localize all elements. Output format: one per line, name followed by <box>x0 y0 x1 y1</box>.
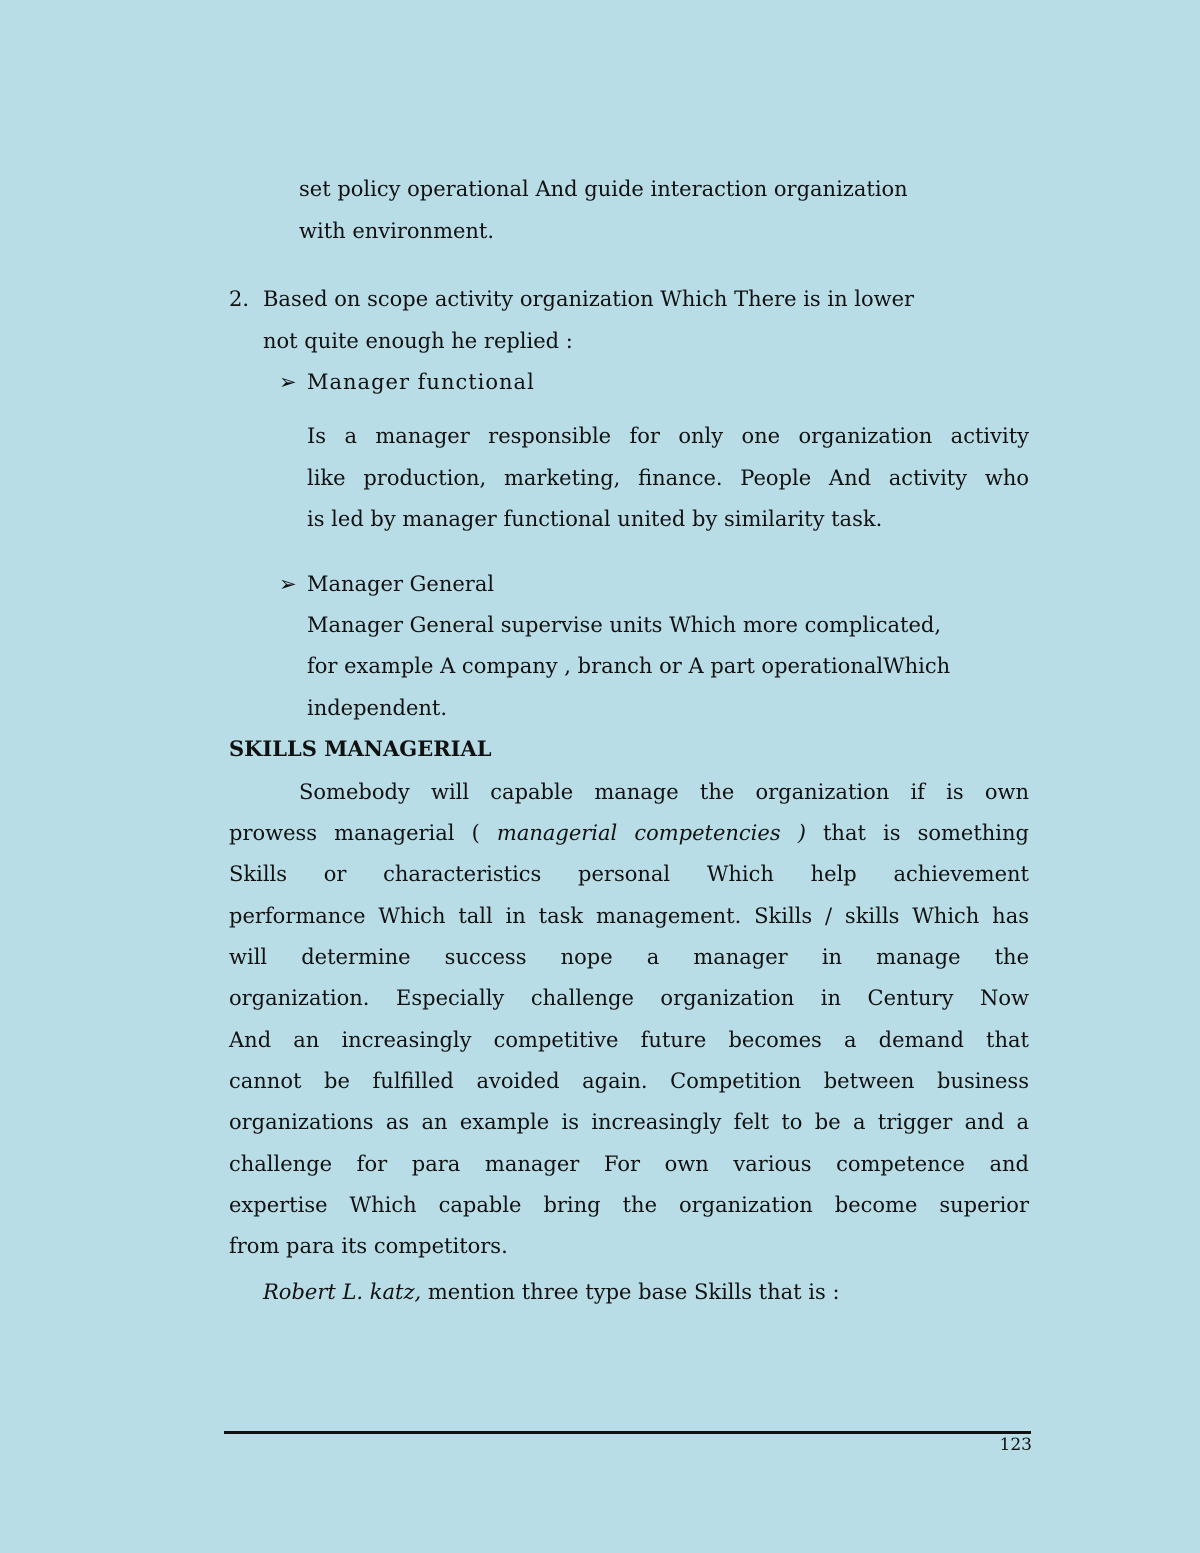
functional-line-1: Is a manager responsible for only one organization activity <box>307 424 1029 448</box>
skills-line-12: from para its competitors. <box>229 1234 508 1258</box>
functional-line-3: is led by manager functional united by similarity task. <box>307 507 883 531</box>
skills-line-5: will determine success nope a manager in manage the <box>229 945 1029 969</box>
general-line-2: for example A company , branch or A part operationalWhich <box>307 654 951 678</box>
skills-line-2 <box>229 819 1029 847</box>
skills-line-6: organization. Especially challenge organization in Century Now <box>229 986 1029 1010</box>
footer-rule <box>224 1431 1031 1434</box>
author-name: Robert L. katz, <box>263 1280 422 1304</box>
skills-line-4: performance Which tall in task management. Skills / skills Which has <box>229 904 1029 928</box>
skills-line-11: expertise Which capable bring the organization become superior <box>229 1193 1029 1217</box>
general-title: Manager General <box>307 572 495 596</box>
continuation-line-2: with environment. <box>299 219 495 243</box>
general-line-1: Manager General supervise units Which more complicated, <box>307 613 942 637</box>
skills-line-10: challenge for para manager For own various competence and <box>229 1152 1029 1176</box>
continuation-line-1: set policy operational And guide interaction organization <box>299 177 908 201</box>
item2-line-1: Based on scope activity organization Which There is in lower <box>263 287 915 311</box>
skills-line-3: Skills or characteristics personal Which help achievement <box>229 862 1029 886</box>
general-line-3: independent. <box>307 696 448 720</box>
katz-text: mention three type base Skills that is : <box>421 1280 840 1304</box>
functional-title: Manager functional <box>307 370 535 394</box>
skills-line-1: Somebody will capable manage the organization if is own <box>299 780 1029 804</box>
katz-line <box>263 1278 840 1306</box>
functional-line-2: like production, marketing, finance. People And activity who <box>307 466 1029 490</box>
skills-line-2-start: prowess managerial ( <box>229 821 497 845</box>
skills-line-2-end: that is something <box>805 821 1029 845</box>
page-number: 123 <box>999 1435 1032 1455</box>
section-heading: SKILLS MANAGERIAL <box>229 736 492 761</box>
list-number-2: 2. <box>229 287 250 311</box>
arrow-bullet-icon: ➢ <box>279 370 297 394</box>
skills-line-7: And an increasingly competitive future becomes a demand that <box>229 1028 1029 1052</box>
skills-line-8: cannot be fulfilled avoided again. Competition between business <box>229 1069 1029 1093</box>
arrow-bullet-icon: ➢ <box>279 572 297 596</box>
skills-line-2-italic: managerial competencies ) <box>496 821 806 845</box>
skills-line-9: organizations as an example is increasingly felt to be a trigger and a <box>229 1110 1029 1134</box>
item2-line-2: not quite enough he replied : <box>263 329 573 353</box>
